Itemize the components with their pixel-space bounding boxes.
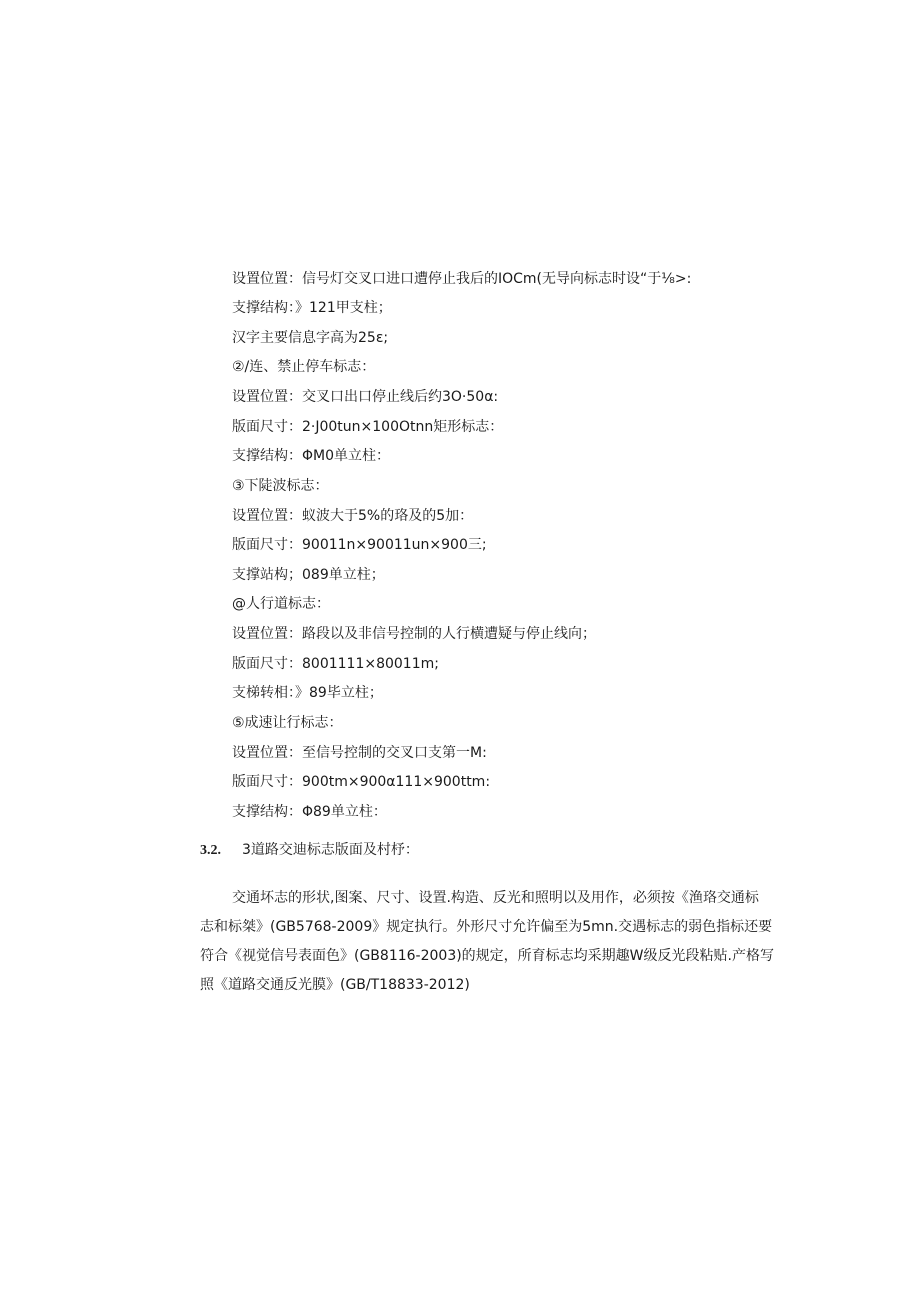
section-title: 3道路交迪标志版面及村杼：: [242, 842, 419, 858]
text-line: 汉字主要信息字高为25ε;: [232, 330, 389, 346]
text-line: 版面尺寸：8001111×80011m;: [232, 656, 439, 672]
text-line: 设置位置：路段以及非信号控制的人行横遭疑与停止线向；: [232, 626, 596, 642]
item-heading: ⑤成速让行标志：: [232, 715, 343, 731]
text-line: 版面尺寸：900tm×900α111×900ttm:: [232, 774, 491, 790]
text-line: 设置位置：蚁波大于5%的珞及的5加：: [232, 508, 474, 524]
text-line: 支撑结构：Φ89单立柱：: [232, 804, 387, 820]
section-heading: [200, 841, 419, 860]
item-heading: @人行道标志：: [232, 596, 330, 612]
body-paragraph: [200, 884, 774, 1000]
text-line: 支梯转相：》89毕立柱；: [232, 685, 383, 701]
text-line: 设置位置：信号灯交叉口进口遭停止我后的IOCm(无导向标志时设“于⅛>:: [232, 271, 692, 287]
item-heading: ②/连、禁止停车标志：: [232, 359, 376, 375]
text-line: 版面尺寸：90011n×90011un×900三;: [232, 537, 487, 553]
text-line: 支撑站构；089单立柱；: [232, 567, 385, 583]
paragraph-line: 交通坏志的形状,图案、尺寸、设置.构造、反光和照明以及用作，必须按《渔珞交通标: [232, 890, 759, 906]
item-heading: ③下陡波标志：: [232, 478, 329, 494]
section-number: 3.2.: [200, 843, 221, 858]
text-line: 支撑结构：》121甲支柱；: [232, 300, 392, 316]
paragraph-line: 符合《视觉信号表面色》(GB8116-2003)的规定，所育标志均采期趣W级反光段粘贴.产格写: [200, 948, 774, 964]
text-line: 版面尺寸：2·J00tun×100Otnn矩形标志：: [232, 419, 504, 435]
text-line: 设置位置：交叉口出口停止线后约3O·50α:: [232, 389, 499, 405]
paragraph-line: 照《道路交通反光膜》(GB/T18833-2012): [200, 977, 470, 993]
text-line: 设置位置：至信号控制的交叉口支第一M:: [232, 745, 487, 761]
paragraph-line: 志和标桀》(GB5768-2009》规定执行。外形尺寸允许偏至为5mn.交遇标志的弱色指标还要: [200, 919, 773, 935]
text-line: 支撑结构：ΦM0单立柱：: [232, 448, 391, 464]
